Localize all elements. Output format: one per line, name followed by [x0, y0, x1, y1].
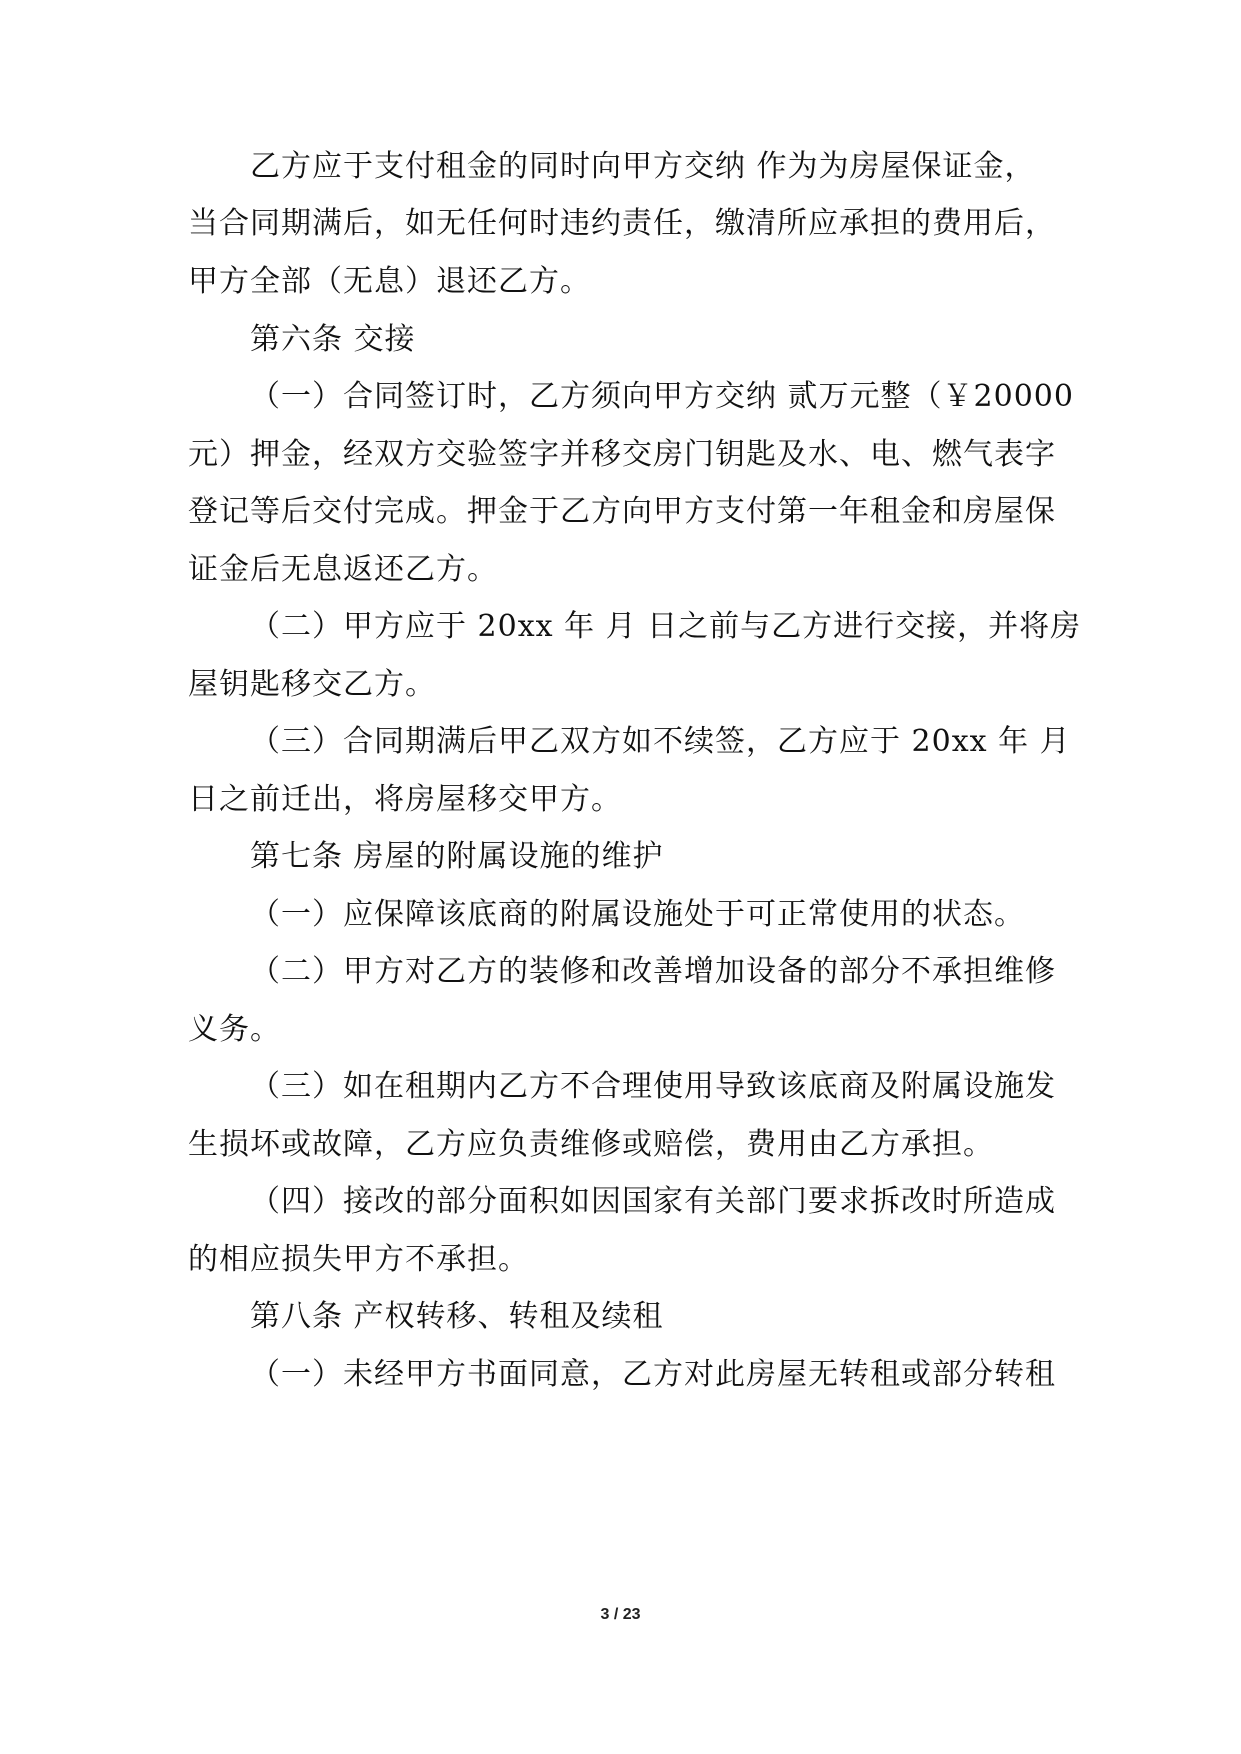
- section-heading: 第八条 产权转移、转租及续租: [250, 1299, 664, 1334]
- paragraph-line: 登记等后交付完成。押金于乙方向甲方支付第一年租金和房屋保: [188, 494, 1056, 529]
- paragraph-line: 生损坏或故障，乙方应负责维修或赔偿，费用由乙方承担。: [188, 1127, 994, 1162]
- page-number: 3 / 23: [600, 1606, 641, 1623]
- paragraph-line: 乙方应于支付租金的同时向甲方交纳 作为为房屋保证金，: [250, 149, 1036, 184]
- section-heading: 第六条 交接: [250, 322, 416, 357]
- paragraph-line: （三）如在租期内乙方不合理使用导致该底商及附属设施发: [250, 1069, 1056, 1104]
- paragraph-line: （三）合同期满后甲乙双方如不续签，乙方应于 20xx 年 月: [250, 724, 1071, 759]
- paragraph-line: （一）应保障该底商的附属设施处于可正常使用的状态。: [250, 897, 1025, 932]
- paragraph-line: （一）合同签订时，乙方须向甲方交纳 贰万元整（￥20000: [250, 379, 1074, 414]
- paragraph-line: （二）甲方应于 20xx 年 月 日之前与乙方进行交接，并将房: [250, 609, 1082, 644]
- paragraph-line: （二）甲方对乙方的装修和改善增加设备的部分不承担维修: [250, 954, 1056, 989]
- paragraph-line: 甲方全部（无息）退还乙方。: [188, 264, 591, 299]
- paragraph-line: 义务。: [188, 1012, 281, 1047]
- paragraph-line: 屋钥匙移交乙方。: [188, 667, 436, 702]
- paragraph-line: 证金后无息返还乙方。: [188, 552, 498, 587]
- paragraph-line: 当合同期满后，如无任何时违约责任，缴清所应承担的费用后，: [188, 206, 1056, 241]
- section-heading: 第七条 房屋的附属设施的维护: [250, 839, 664, 874]
- paragraph-line: （四）接改的部分面积如因国家有关部门要求拆改时所造成: [250, 1184, 1056, 1219]
- paragraph-line: （一）未经甲方书面同意，乙方对此房屋无转租或部分转租: [250, 1357, 1056, 1392]
- paragraph-line: 日之前迁出，将房屋移交甲方。: [188, 782, 622, 817]
- paragraph-line: 的相应损失甲方不承担。: [188, 1242, 529, 1277]
- paragraph-line: 元）押金，经双方交验签字并移交房门钥匙及水、电、燃气表字: [188, 437, 1056, 472]
